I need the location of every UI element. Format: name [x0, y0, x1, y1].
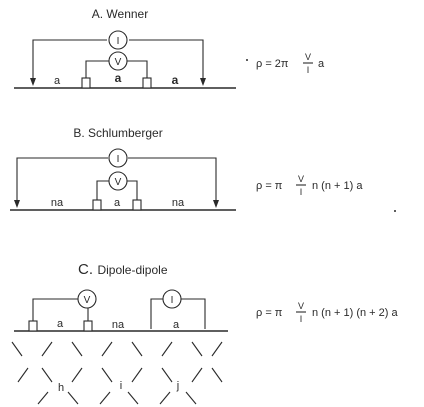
wenner-eq-lhs: ρ = 2π	[256, 58, 289, 70]
schlumberger-potential-electrode-right	[133, 200, 141, 210]
wenner-current-electrode-right	[200, 78, 206, 86]
wenner-equation	[246, 52, 325, 75]
schlumberger-title: B. Schlumberger	[73, 126, 163, 140]
schlumberger-potential-wire-left	[97, 181, 109, 200]
schlumberger-current-electrode-left	[14, 200, 20, 208]
dipole-eq-numerator: V	[297, 301, 305, 311]
schlumberger-potential-wire-right	[127, 181, 137, 200]
dipole-spacing-mid: na	[111, 319, 125, 331]
schlumberger-current-wire-left	[17, 158, 108, 202]
dipole-current-wire-right	[181, 299, 205, 329]
wenner-spacing-mid: a	[114, 71, 122, 85]
schlumberger-ammeter-label: I	[116, 154, 120, 165]
dipole-voltmeter-label: V	[83, 295, 91, 306]
wenner-eq-denominator: I	[306, 65, 310, 75]
schlumberger-eq-lhs: ρ = π	[256, 180, 283, 192]
subsurface-label-h: h	[57, 382, 65, 394]
schlumberger-eq-tail: n (n + 1) a	[312, 180, 363, 192]
wenner-potential-electrode-right	[143, 78, 151, 88]
wenner-eq-tail: a	[318, 58, 325, 70]
subsurface-label-j: j	[176, 380, 180, 392]
wenner-current-wire-right	[129, 40, 203, 80]
dipole-eq-denominator: I	[299, 314, 303, 324]
wenner-potential-wire-left	[86, 61, 109, 78]
dipole-current-wire-left	[151, 299, 163, 329]
dipole-potential-wire-left	[33, 299, 78, 321]
wenner-spacing-left: a	[53, 75, 61, 87]
dipole-spacing-left: a	[56, 318, 64, 330]
wenner-current-electrode-left	[30, 78, 36, 86]
dipole-potential-electrode-right	[84, 321, 92, 331]
wenner-eq-numerator: V	[304, 52, 312, 62]
subsurface-label-i: i	[119, 380, 123, 392]
wenner-potential-wire-right	[127, 61, 147, 78]
dipole-equation	[256, 301, 398, 324]
wenner-ammeter-label: I	[116, 36, 120, 47]
wenner-potential-electrode-left	[82, 78, 90, 88]
schlumberger-eq-numerator: V	[297, 174, 305, 184]
wenner-voltmeter-label: V	[114, 57, 122, 68]
dipole-potential-electrode-left	[29, 321, 37, 331]
dipole-ammeter-label: I	[170, 295, 174, 306]
schlumberger-array	[10, 126, 396, 212]
dipole-eq-lhs: ρ = π	[256, 307, 283, 319]
schlumberger-potential-electrode-left	[93, 200, 101, 210]
wenner-array	[14, 7, 325, 88]
schlumberger-voltmeter-label: V	[114, 177, 122, 188]
schlumberger-spacing-right: na	[171, 197, 185, 209]
dipole-eq-tail: n (n + 1) (n + 2) a	[312, 307, 398, 319]
dipole-title	[78, 261, 168, 278]
schlumberger-speck	[394, 210, 396, 212]
wenner-title: A. Wenner	[91, 7, 149, 21]
schlumberger-eq-denominator: I	[299, 187, 303, 197]
schlumberger-spacing-left: na	[50, 197, 64, 209]
dipole-title-rest: Dipole-dipole	[97, 263, 168, 277]
schlumberger-current-electrode-right	[213, 200, 219, 208]
schlumberger-equation	[256, 174, 363, 197]
wenner-spacing-right: a	[171, 73, 179, 87]
wenner-current-wire-left	[33, 40, 107, 80]
schlumberger-spacing-mid: a	[113, 197, 121, 209]
dipole-title-letter: C.	[78, 261, 93, 278]
dipole-dipole-array	[12, 261, 398, 404]
dipole-spacing-right: a	[172, 319, 180, 331]
subsurface-hatching	[12, 342, 222, 404]
schlumberger-current-wire-right	[128, 158, 216, 202]
